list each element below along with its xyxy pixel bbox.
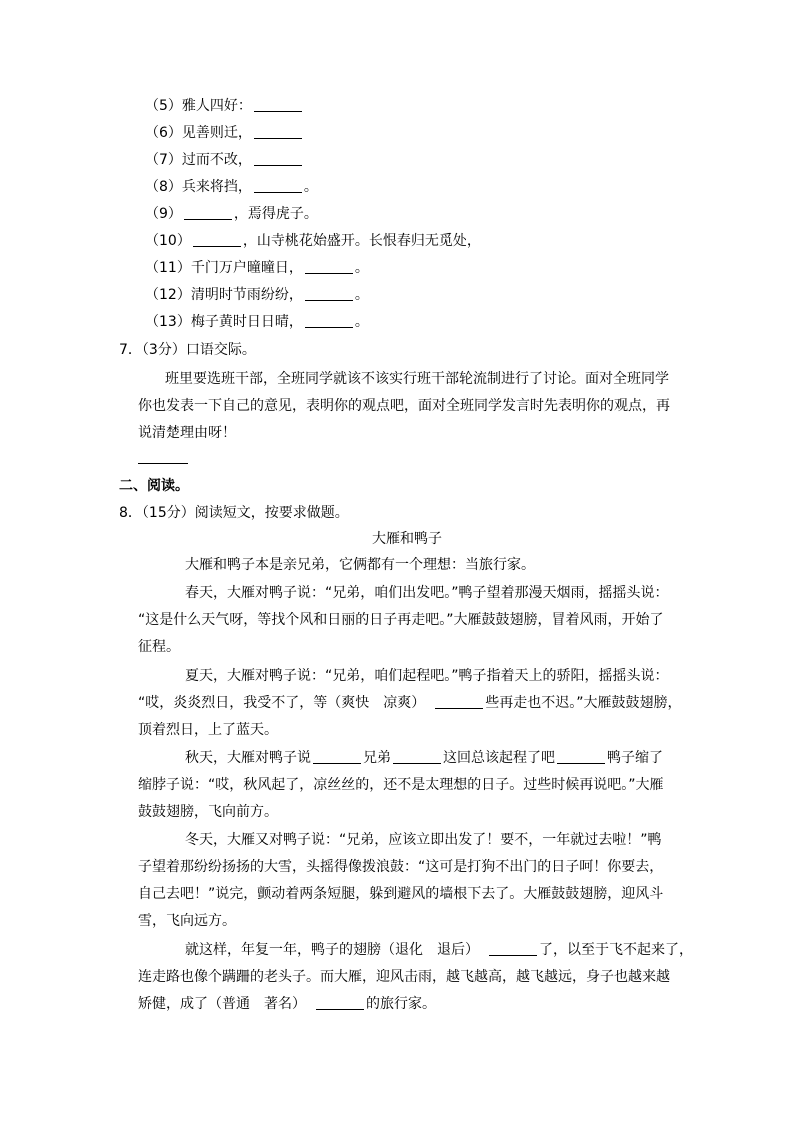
question-7-line: 班里要选班干部，全班同学就该不该实行班干部轮流制进行了讨论。面对全班同学 bbox=[165, 371, 669, 387]
passage-line bbox=[138, 994, 436, 1014]
answer-blank[interactable] bbox=[254, 178, 302, 193]
answer-blank[interactable] bbox=[305, 286, 353, 301]
item-8 bbox=[145, 177, 318, 197]
passage-paragraph-1: 大雁和鸭子本是亲兄弟，它俩都有一个理想：当旅行家。 bbox=[185, 557, 535, 573]
item-text-tail: 。 bbox=[354, 314, 369, 330]
item-13 bbox=[145, 312, 369, 332]
section-heading: 二、阅读。 bbox=[119, 478, 189, 494]
item-text: （12）清明时节雨纷纷， bbox=[145, 287, 303, 303]
question-7-heading: 7．（3分）口语交际。 bbox=[119, 342, 256, 358]
item-text: （11）千门万户曈曈日， bbox=[145, 260, 303, 276]
passage-text: 些再走也不迟。”大雁鼓鼓翅膀， bbox=[485, 695, 682, 711]
item-text-tail: ，山寺桃花始盛开。长恨春归无觅处， bbox=[242, 233, 481, 249]
passage-line: 连走路也像个蹒跚的老头子。而大雁，迎风击雨，越飞越高，越飞越远，身子也越来越 bbox=[138, 969, 670, 985]
passage-line: 春天，大雁对鸭子说：“兄弟，咱们出发吧。”鸭子望着那漫天烟雨，摇摇头说： bbox=[185, 585, 669, 601]
answer-blank[interactable] bbox=[254, 97, 302, 112]
passage-text: 的旅行家。 bbox=[366, 996, 436, 1012]
answer-blank[interactable] bbox=[254, 124, 302, 139]
question-7-line: 说清楚理由呀！ bbox=[138, 425, 236, 441]
passage-text: 矫健，成了（普通 著名） bbox=[138, 996, 306, 1012]
item-text-tail: 。 bbox=[303, 179, 318, 195]
passage-text: 秋天，大雁对鸭子说 bbox=[185, 750, 311, 766]
passage-line: 自己去吧！”说完，颤动着两条短腿，躲到避风的墙根下去了。大雁鼓鼓翅膀，迎风斗 bbox=[138, 886, 664, 902]
passage-line: 征程。 bbox=[138, 639, 180, 655]
answer-blank[interactable] bbox=[316, 995, 364, 1010]
passage-text: 就这样，年复一年，鸭子的翅膀（退化 退后） bbox=[185, 942, 479, 958]
item-text: （9） bbox=[145, 206, 182, 222]
item-text: （13）梅子黄时日日晴， bbox=[145, 314, 303, 330]
passage-line: 顶着烈日，上了蓝天。 bbox=[138, 722, 278, 738]
passage-text: 了，以至于飞不起来了， bbox=[539, 942, 693, 958]
passage-title: 大雁和鸭子 bbox=[372, 531, 442, 547]
item-5 bbox=[145, 96, 304, 116]
item-text: （6）见善则迁， bbox=[145, 125, 252, 141]
item-text: （8）兵来将挡， bbox=[145, 179, 252, 195]
passage-line: “这是什么天气呀，等找个风和日丽的日子再走吧。”大雁鼓鼓翅膀，冒着风雨，开始了 bbox=[138, 612, 664, 628]
passage-line: 子望着那纷纷扬扬的大雪，头摇得像拨浪鼓：“这可是打狗不出门的日子呵！你要去， bbox=[138, 859, 664, 875]
item-6 bbox=[145, 123, 304, 143]
answer-blank[interactable] bbox=[305, 313, 353, 328]
item-7 bbox=[145, 150, 304, 170]
answer-blank[interactable] bbox=[313, 749, 361, 764]
passage-text: 这回总该起程了吧 bbox=[443, 750, 555, 766]
passage-text: 鸭子缩了 bbox=[607, 750, 663, 766]
question-8-heading: 8．（15分）阅读短文，按要求做题。 bbox=[119, 505, 349, 521]
item-text: （10） bbox=[145, 233, 191, 249]
item-text: （5）雅人四好： bbox=[145, 98, 252, 114]
passage-line bbox=[138, 693, 682, 713]
item-text-tail: ，焉得虎子。 bbox=[233, 206, 318, 222]
passage-line: 雪，飞向远方。 bbox=[138, 913, 236, 929]
item-10 bbox=[145, 231, 481, 251]
passage-line: 鼓鼓翅膀，飞向前方。 bbox=[138, 804, 278, 820]
passage-line: 冬天，大雁又对鸭子说：“兄弟，应该立即出发了！要不，一年就过去啦！”鸭 bbox=[185, 832, 662, 848]
answer-blank[interactable] bbox=[489, 941, 537, 956]
item-11 bbox=[145, 258, 369, 278]
passage-line bbox=[185, 940, 693, 960]
answer-line[interactable] bbox=[138, 463, 188, 464]
passage-line bbox=[185, 748, 663, 768]
passage-line: 缩脖子说：“哎，秋风起了，凉丝丝的，还不是太理想的日子。过些时候再说吧。”大雁 bbox=[138, 777, 664, 793]
item-12 bbox=[145, 285, 369, 305]
answer-blank[interactable] bbox=[557, 749, 605, 764]
item-text: （7）过而不改， bbox=[145, 152, 252, 168]
passage-text: “哎，炎炎烈日，我受不了，等（爽快 凉爽） bbox=[138, 695, 426, 711]
item-9 bbox=[145, 204, 318, 224]
item-text-tail: 。 bbox=[354, 260, 369, 276]
item-text-tail: 。 bbox=[354, 287, 369, 303]
question-7-line: 你也发表一下自己的意见，表明你的观点吧，面对全班同学发言时先表明你的观点，再 bbox=[138, 398, 670, 414]
answer-blank[interactable] bbox=[393, 749, 441, 764]
answer-blank[interactable] bbox=[184, 205, 232, 220]
passage-text: 兄弟 bbox=[363, 750, 391, 766]
passage-line: 夏天，大雁对鸭子说：“兄弟，咱们起程吧。”鸭子指着天上的骄阳，摇摇头说： bbox=[185, 668, 669, 684]
answer-blank[interactable] bbox=[193, 232, 241, 247]
answer-blank[interactable] bbox=[435, 694, 483, 709]
answer-blank[interactable] bbox=[305, 259, 353, 274]
answer-blank[interactable] bbox=[254, 151, 302, 166]
